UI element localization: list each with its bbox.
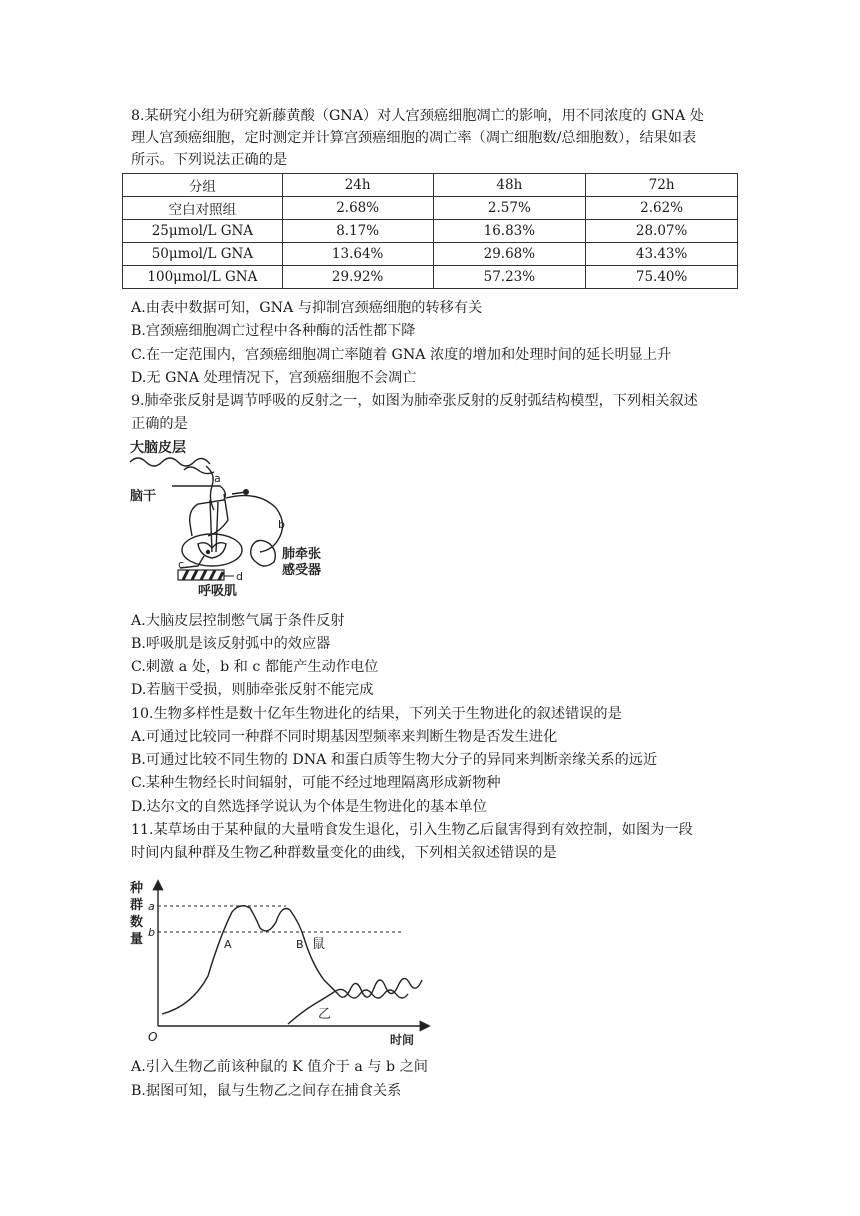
q10-option-c: C.某种生物经长时间辐射，可能不经过地理隔离形成新物种	[131, 775, 501, 791]
x-axis-label: 时间	[390, 1033, 415, 1047]
origin-label: O	[148, 1030, 158, 1044]
point-label-a: A	[224, 938, 232, 951]
table-row	[123, 197, 738, 220]
mouse-population-curve	[162, 906, 422, 1014]
q9-stem-line-2: 正确的是	[131, 416, 188, 432]
tick-label-a: a	[148, 900, 155, 913]
q11-stem-line-2: 时间内鼠种群及生物乙种群数量变化的曲线，下列相关叙述错误的是	[131, 845, 557, 861]
y-label-char-2: 群	[130, 898, 144, 913]
table-cell: 100μmol/L GNA	[123, 266, 283, 289]
table-cell: 28.07%	[586, 220, 738, 243]
label-brainstem: 脑干	[130, 489, 157, 504]
table-cell: 57.23%	[433, 266, 586, 289]
q11-option-b: B.据图可知，鼠与生物乙之间存在捕食关系	[131, 1083, 402, 1099]
y-label-char-1: 种	[130, 881, 144, 896]
label-receptor-1: 肺牵张	[282, 547, 322, 562]
table-cell: 16.83%	[433, 220, 586, 243]
q10-option-d: D.达尔文的自然选择学说认为个体是生物进化的基本单位	[131, 799, 487, 815]
descending-path	[210, 500, 212, 552]
label-b: b	[278, 518, 285, 531]
table-row	[123, 220, 738, 243]
q10-option-b: B.可通过比较不同生物的 DNA 和蛋白质等生物大分子的异同来判断亲缘关系的远近	[131, 752, 658, 768]
q10-option-a: A.可通过比较同一种群不同时期基因型频率来判断生物是否发生进化	[131, 729, 558, 745]
q11-option-a: A.引入生物乙前该种鼠的 K 值介于 a 与 b 之间	[131, 1059, 428, 1075]
table-cell: 2.68%	[282, 197, 433, 220]
q8-option-a: A.由表中数据可知，GNA 与抑制宫颈癌细胞的转移有关	[131, 300, 483, 316]
q8-stem-line-1: 8.某研究小组为研究新藤黄酸（GNA）对人宫颈癌细胞凋亡的影响，用不同浓度的 GNA 处	[131, 108, 704, 124]
table-cell: 25μmol/L GNA	[123, 220, 283, 243]
reflex-arc-diagram	[128, 440, 358, 600]
table-cell: 43.43%	[586, 243, 738, 266]
q8-option-b: B.宫颈癌细胞凋亡过程中各种酶的活性都下降	[131, 323, 416, 339]
table-header-cell: 分组	[123, 174, 283, 197]
q8-option-c: C.在一定范围内，宫颈癌细胞凋亡率随着 GNA 浓度的增加和处理时间的延长明显上升	[131, 347, 672, 363]
table-cell: 13.64%	[282, 243, 433, 266]
species-yi-curve	[288, 989, 408, 1024]
label-receptor-2: 感受器	[282, 563, 322, 578]
table-cell: 29.92%	[282, 266, 433, 289]
table-row	[123, 243, 738, 266]
q9-stem-line-1: 9.肺牵张反射是调节呼吸的反射之一，如图为肺牵张反射的反射弧结构模型，下列相关叙述	[131, 393, 698, 409]
label-a: a	[214, 472, 221, 485]
q11-stem-line-1: 11.某草场由于某种鼠的大量啃食发生退化，引入生物乙后鼠害得到有效控制，如图为一段	[131, 822, 693, 838]
cortex-wave	[130, 458, 210, 466]
stretch-receptor	[251, 540, 276, 566]
q8-stem-line-3: 所示。下列说法正确的是	[131, 152, 288, 168]
table-header-cell: 24h	[282, 174, 433, 197]
synapse-dot	[243, 489, 249, 495]
tick-label-b: b	[148, 926, 155, 939]
table-header-cell: 72h	[586, 174, 738, 197]
q9-option-d: D.若脑干受损，则肺牵张反射不能完成	[131, 682, 374, 698]
table-cell: 75.40%	[586, 266, 738, 289]
q8-option-d: D.无 GNA 处理情况下，宫颈癌细胞不会凋亡	[131, 370, 417, 386]
table-header-row	[123, 174, 738, 197]
q9-option-a: A.大脑皮层控制憋气属于条件反射	[131, 613, 345, 629]
table-cell: 8.17%	[282, 220, 433, 243]
label-c: c	[178, 558, 185, 571]
table-cell: 2.57%	[433, 197, 586, 220]
table-cell: 29.68%	[433, 243, 586, 266]
table-cell: 50μmol/L GNA	[123, 243, 283, 266]
q8-stem-line-2: 理人宫颈癌细胞，定时测定并计算宫颈癌细胞的凋亡率（凋亡细胞数/总细胞数），结果如表	[131, 130, 697, 146]
y-label-char-3: 数	[130, 915, 144, 930]
label-muscle: 呼吸肌	[198, 584, 238, 599]
y-label-char-4: 量	[130, 932, 144, 947]
series-label-mouse: 鼠	[312, 937, 326, 952]
point-label-b: B	[296, 938, 304, 951]
q9-option-c: C.刺激 a 处，b 和 c 都能产生动作电位	[131, 659, 379, 675]
series-label-yi: 乙	[318, 1007, 332, 1022]
q8-data-table	[122, 173, 738, 289]
table-cell: 2.62%	[586, 197, 738, 220]
label-cortex: 大脑皮层	[130, 440, 186, 456]
q9-option-b: B.呼吸肌是该反射弧中的效应器	[131, 636, 331, 652]
table-cell: 空白对照组	[123, 197, 283, 220]
q10-stem: 10.生物多样性是数十亿年生物进化的结果，下列关于生物进化的叙述错误的是	[131, 706, 622, 722]
label-d: d	[236, 570, 243, 583]
synapse-dot	[206, 550, 210, 554]
table-header-cell: 48h	[433, 174, 586, 197]
population-graph	[128, 876, 438, 1048]
table-row	[123, 266, 738, 289]
